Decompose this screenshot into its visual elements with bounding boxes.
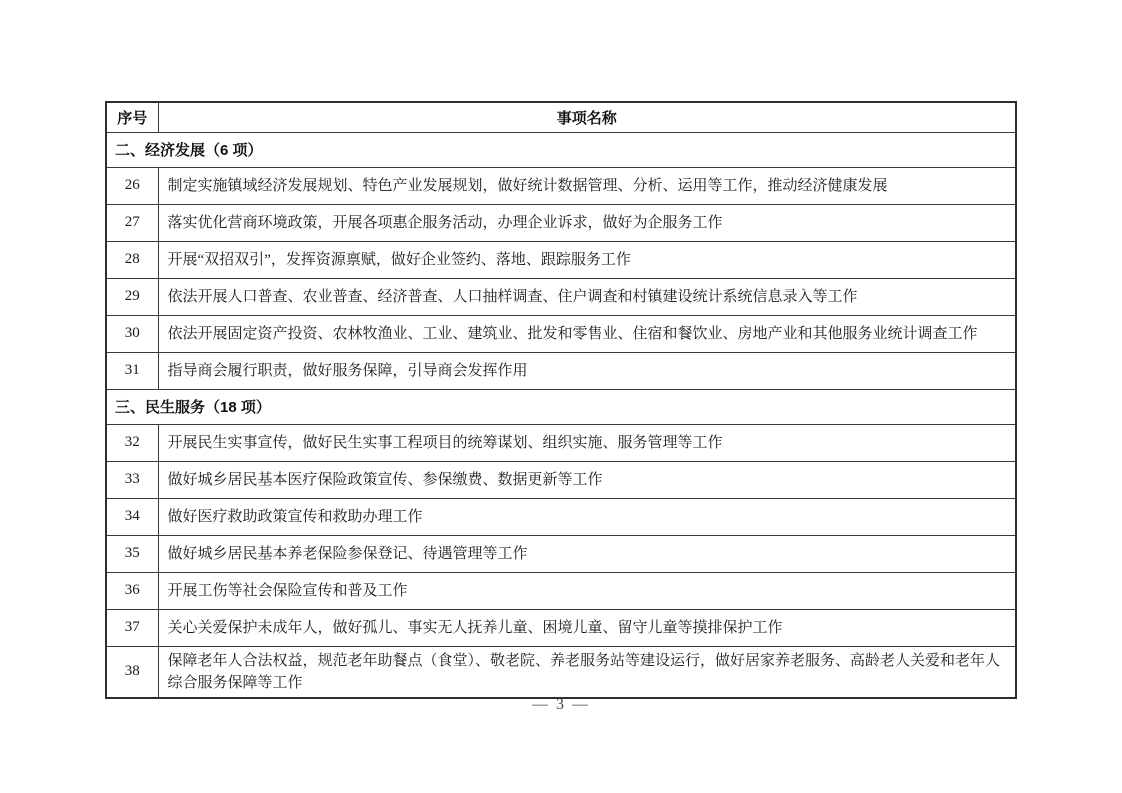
table-row: [106, 498, 1016, 535]
item-number: 29: [106, 278, 158, 315]
table-row: [106, 572, 1016, 609]
item-text: 开展工伤等社会保险宣传和普及工作: [158, 572, 1016, 609]
item-number: 36: [106, 572, 158, 609]
table-row: [106, 352, 1016, 389]
item-number: 31: [106, 352, 158, 389]
section-row-livelihood: [106, 389, 1016, 424]
item-text: 指导商会履行职责，做好服务保障，引导商会发挥作用: [158, 352, 1016, 389]
table-row: [106, 646, 1016, 698]
item-text: 制定实施镇域经济发展规划、特色产业发展规划，做好统计数据管理、分析、运用等工作，推动经济健康发展: [158, 167, 1016, 204]
item-text: 开展“双招双引”，发挥资源禀赋，做好企业签约、落地、跟踪服务工作: [158, 241, 1016, 278]
item-number: 28: [106, 241, 158, 278]
table-row: [106, 278, 1016, 315]
item-number: 33: [106, 461, 158, 498]
item-number: 34: [106, 498, 158, 535]
items-table: [105, 101, 1017, 699]
item-text: 关心关爱保护未成年人，做好孤儿、事实无人抚养儿童、困境儿童、留守儿童等摸排保护工作: [158, 609, 1016, 646]
table-row: [106, 424, 1016, 461]
item-text: 做好城乡居民基本养老保险参保登记、待遇管理等工作: [158, 535, 1016, 572]
table-header-row: [106, 102, 1016, 132]
item-text: 依法开展固定资产投资、农林牧渔业、工业、建筑业、批发和零售业、住宿和餐饮业、房地产业和其他服务业统计调查工作: [158, 315, 1016, 352]
item-number: 37: [106, 609, 158, 646]
table-row: [106, 204, 1016, 241]
table-row: [106, 241, 1016, 278]
item-text: 开展民生实事宣传，做好民生实事工程项目的统筹谋划、组织实施、服务管理等工作: [158, 424, 1016, 461]
item-text: 依法开展人口普查、农业普查、经济普查、人口抽样调查、住户调查和村镇建设统计系统信息录入等工作: [158, 278, 1016, 315]
item-text: 落实优化营商环境政策，开展各项惠企服务活动，办理企业诉求，做好为企服务工作: [158, 204, 1016, 241]
item-number: 38: [106, 646, 158, 698]
page-number: — 3 —: [532, 696, 590, 713]
section-title: 二、经济发展（6 项）: [106, 132, 1016, 167]
item-number: 32: [106, 424, 158, 461]
header-cell-name: 事项名称: [158, 102, 1016, 132]
item-text: 做好城乡居民基本医疗保险政策宣传、参保缴费、数据更新等工作: [158, 461, 1016, 498]
item-number: 26: [106, 167, 158, 204]
item-number: 27: [106, 204, 158, 241]
item-number: 35: [106, 535, 158, 572]
table-row: [106, 315, 1016, 352]
table-row: [106, 535, 1016, 572]
item-number: 30: [106, 315, 158, 352]
section-row-economy: [106, 132, 1016, 167]
table-row: [106, 167, 1016, 204]
header-cell-seq: 序号: [106, 102, 158, 132]
table-row: [106, 609, 1016, 646]
section-title: 三、民生服务（18 项）: [106, 389, 1016, 424]
table-row: [106, 461, 1016, 498]
item-text: 做好医疗救助政策宣传和救助办理工作: [158, 498, 1016, 535]
item-text: 保障老年人合法权益，规范老年助餐点（食堂）、敬老院、养老服务站等建设运行，做好居家养老服务、高龄老人关爱和老年人综合服务保障等工作: [158, 646, 1016, 698]
